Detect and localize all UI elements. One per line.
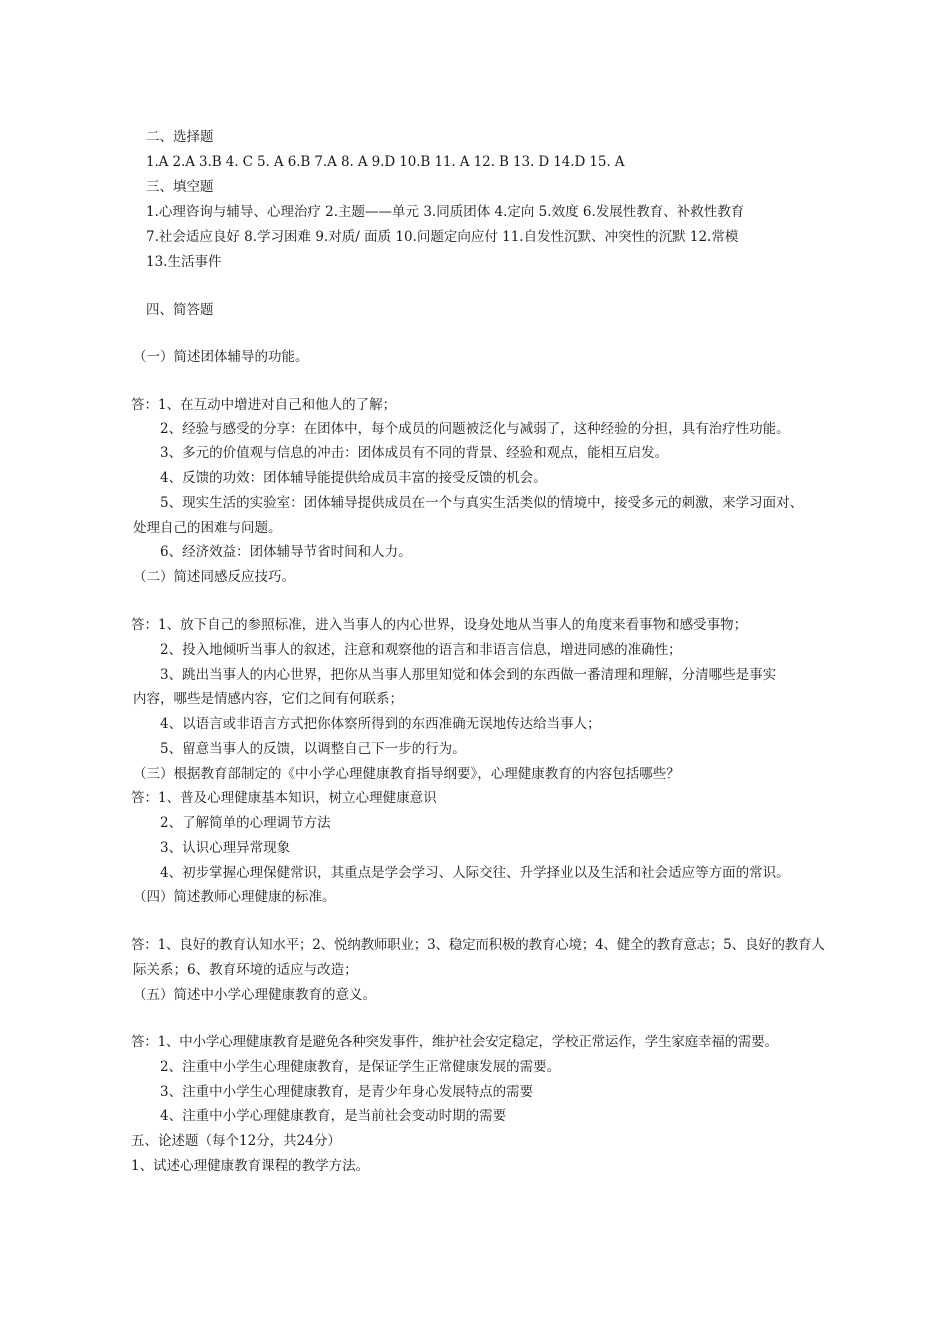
answer-5-line-3: 3、注重中小学生心理健康教育，是青少年身心发展特点的需要: [160, 1084, 534, 1100]
question-3-heading: （三）根据教育部制定的《中小学心理健康教育指导纲要》，心理健康教育的内容包括哪些？: [133, 766, 680, 782]
section-heading-choice: 二、选择题: [146, 129, 214, 145]
answer-4-line-1: 答：1、良好的教育认知水平；2、悦纳教师职业；3、稳定而积极的教育心境；4、健全的教育意志；5、良好的教育人: [131, 937, 825, 953]
answer-5-line-1: 答：1、中小学心理健康教育是避免各种突发事件，维护社会安定稳定，学校正常运作，学生家庭幸福的需要。: [131, 1034, 778, 1050]
answer-2-line-2: 2、投入地倾听当事人的叙述，注意和观察他的语言和非语言信息，增进同感的准确性；: [160, 642, 682, 658]
answer-1-line-5: 5、现实生活的实验室：团体辅导提供成员在一个与真实生活类似的情境中，接受多元的刺激，来学习面对、: [160, 495, 804, 511]
answer-5-line-4: 4、注重中小学心理健康教育，是当前社会变动时期的需要: [160, 1108, 507, 1124]
section-heading-fill: 三、填空题: [146, 179, 214, 195]
answer-2-line-5: 4、以语言或非语言方式把你体察所得到的东西准确无误地传达给当事人；: [160, 716, 601, 732]
answer-3-line-3: 3、认识心理异常现象: [160, 840, 291, 856]
answer-3-line-1: 答：1、普及心理健康基本知识，树立心理健康意识: [131, 790, 437, 806]
answer-3-line-4: 4、初步掌握心理保健常识，其重点是学会学习、人际交往、升学择业以及生活和社会适应等方面的常识。: [160, 865, 790, 881]
answer-1-line-2: 2、经验与感受的分享：在团体中，每个成员的问题被泛化与减弱了，这种经验的分担，具有治疗性功能。: [160, 421, 790, 437]
answer-2-line-6: 5、留意当事人的反馈，以调整自己下一步的行为。: [160, 741, 466, 757]
answer-2-line-1: 答：1、放下自己的参照标准，进入当事人的内心世界，设身处地从当事人的角度来看事物和感受事物；: [131, 617, 748, 633]
question-2-heading: （二）简述同感反应技巧。: [133, 569, 295, 585]
fill-answers-line-1: 1.心理咨询与辅导、心理治疗 2.主题——单元 3.同质团体 4.定向 5.效度 6.发展性教育、补救性教育: [146, 204, 745, 220]
answer-1-line-1: 答：1、在互动中增进对自己和他人的了解；: [131, 397, 397, 413]
choice-answers: 1.A 2.A 3.B 4. C 5. A 6.B 7.A 8. A 9.D 10.B 11. A 12. B 13. D 14.D 15. A: [146, 154, 625, 170]
answer-2-line-4: 内容，哪些是情感内容，它们之间有何联系；: [133, 691, 403, 707]
section-heading-short-answer: 四、简答题: [146, 302, 214, 318]
question-4-heading: （四）简述教师心理健康的标准。: [133, 889, 336, 905]
answer-4-line-2: 际关系；6、教育环境的适应与改造；: [133, 962, 358, 978]
fill-answers-line-2: 7.社会适应良好 8.学习困难 9.对质/ 面质 10.问题定向应付 11.自发性沉默、冲突性的沉默 12.常模: [146, 229, 739, 245]
answer-3-line-2: 2、了解简单的心理调节方法: [160, 815, 331, 831]
answer-2-line-3: 3、跳出当事人的内心世界，把你从当事人那里知觉和体会到的东西做一番清理和理解，分清哪些是事实: [160, 667, 777, 683]
answer-5-line-2: 2、注重中小学生心理健康教育，是保证学生正常健康发展的需要。: [160, 1059, 561, 1075]
essay-question-1: 1、试述心理健康教育课程的教学方法。: [131, 1158, 370, 1174]
fill-answers-line-3: 13.生活事件: [146, 254, 222, 270]
answer-1-line-6: 处理自己的困难与问题。: [133, 520, 282, 536]
answer-1-line-7: 6、经济效益：团体辅导节省时间和人力。: [160, 544, 412, 560]
section-heading-essay: 五、论述题（每个12分，共24分）: [131, 1133, 341, 1149]
answer-1-line-4: 4、反馈的功效：团体辅导能提供给成员丰富的接受反馈的机会。: [160, 470, 547, 486]
question-5-heading: （五）简述中小学心理健康教育的意义。: [133, 987, 376, 1003]
answer-1-line-3: 3、多元的价值观与信息的冲击：团体成员有不同的背景、经验和观点，能相互启发。: [160, 445, 669, 461]
question-1-heading: （一）简述团体辅导的功能。: [133, 349, 309, 365]
